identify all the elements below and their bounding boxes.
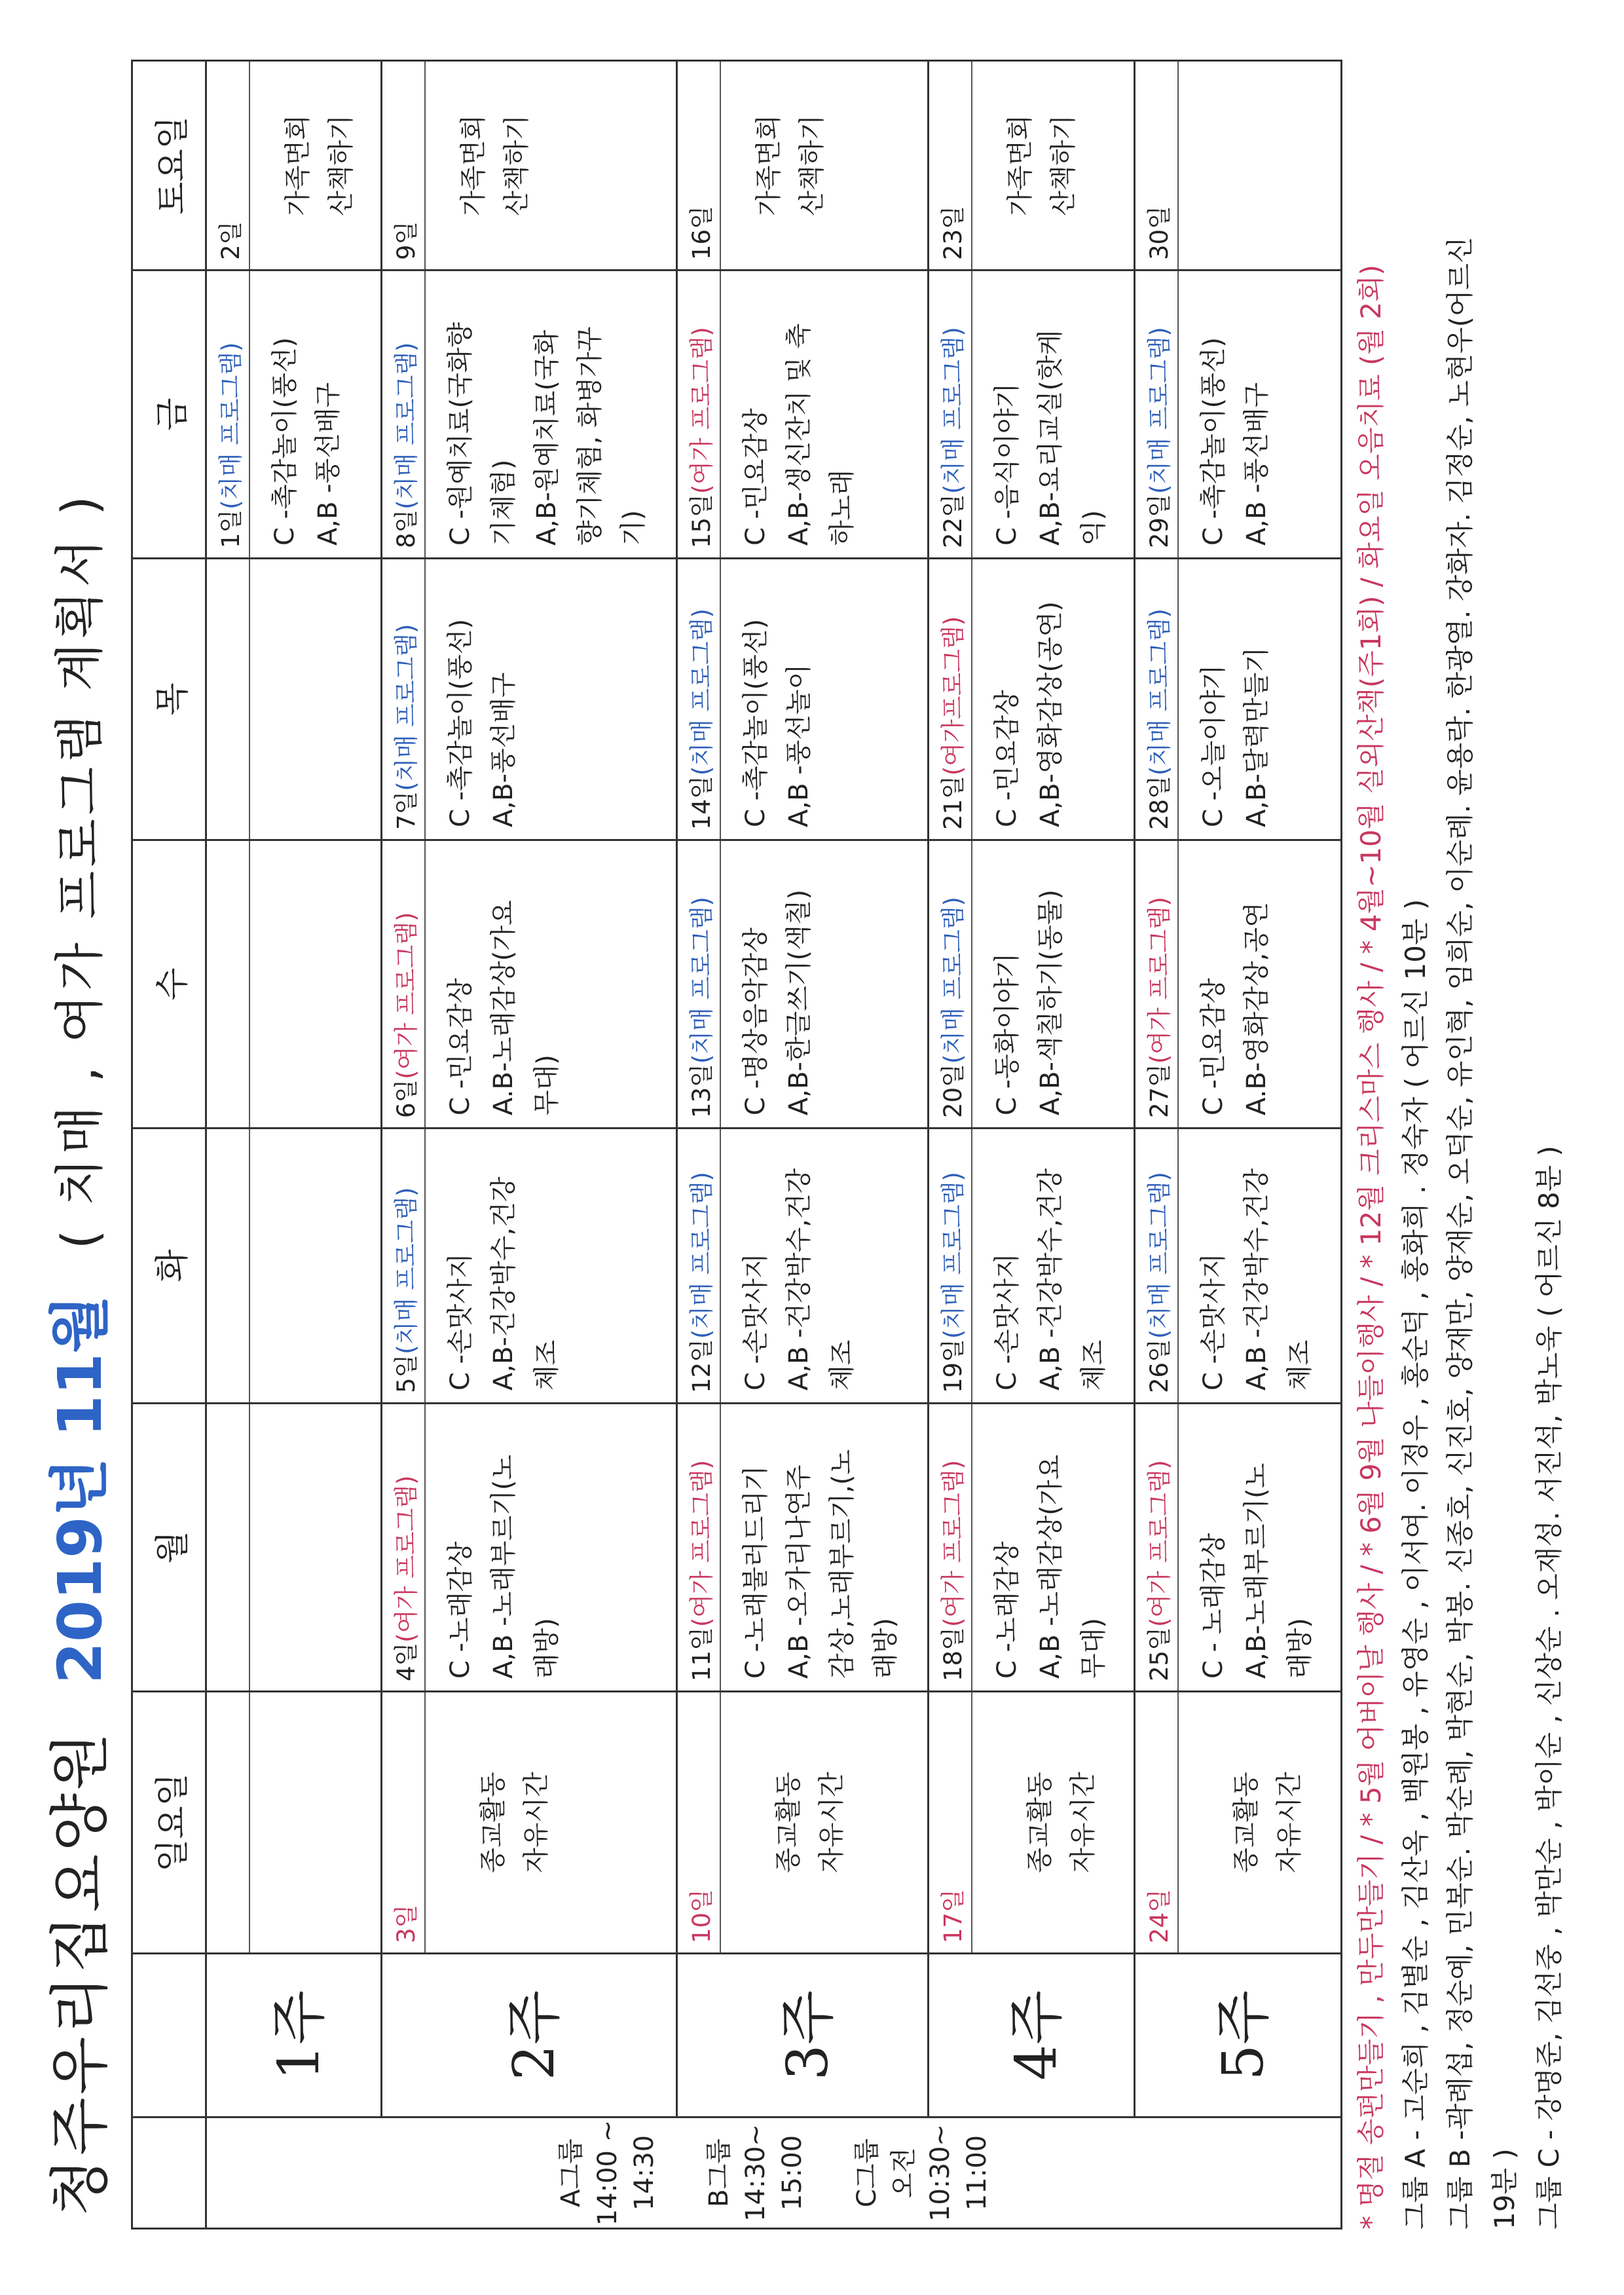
day-cell-sunday — [206, 1692, 382, 1954]
activity-line: 기) — [618, 510, 649, 546]
activity-line: 감상,노래부르기,(노 — [827, 1449, 858, 1679]
day-activities — [426, 1404, 581, 1690]
activity-line: 익) — [1078, 510, 1109, 546]
day-date: 3일 — [392, 1904, 421, 1943]
activity-line: 래방) — [870, 1618, 901, 1679]
activity-line: A,B-달력만들기 — [1242, 646, 1272, 827]
day-header — [382, 841, 426, 1127]
day-cell-sunday — [1135, 1692, 1342, 1954]
day-cell-wednesday — [928, 840, 1135, 1129]
day-header — [382, 271, 426, 557]
day-date: 14일 — [688, 775, 716, 830]
day-header — [1135, 62, 1179, 269]
day-cell-monday — [206, 1404, 382, 1692]
day-activities — [426, 1129, 581, 1402]
program-type-tag: (여가 프로그램) — [1145, 897, 1174, 1064]
group-b-time-start: 14:30~ — [740, 2124, 771, 2222]
header-sunday: 일요일 — [132, 1692, 206, 1954]
day-cell-saturday — [382, 61, 677, 271]
day-date: 22일 — [938, 494, 967, 548]
group-c-name: C그룹 — [851, 2138, 882, 2208]
day-date: 28일 — [1145, 775, 1174, 830]
group-b-time-end: 15:00 — [777, 2135, 807, 2211]
day-date: 24일 — [1145, 1889, 1174, 1943]
day-date: 15일 — [688, 494, 716, 548]
day-header — [678, 1692, 721, 1952]
group-c-members: 그룹 C - 강명준, 김선중 , 박만순 , 박이순 , 신상순 . 오재성. 서진석, 박노욱 ( 어르신 8분 ) — [1533, 1146, 1566, 2230]
activity-line: 무대) — [532, 1054, 563, 1115]
header-monday: 월 — [132, 1404, 206, 1692]
day-date: 19일 — [938, 1339, 967, 1393]
day-header — [929, 271, 972, 557]
activity-line: 산책하기 — [797, 115, 828, 216]
activity-line: C -촉감놀이(풍선) — [445, 618, 476, 827]
schedule-table — [131, 62, 1342, 2230]
header-group-col — [132, 2118, 206, 2229]
day-cell-tuesday — [206, 1129, 382, 1404]
day-header — [929, 841, 972, 1127]
activity-line: C -손맛사지 — [991, 1253, 1022, 1390]
activity-line: A,B-생신잔치 및 축 — [784, 323, 815, 546]
day-header — [929, 1692, 972, 1952]
activity-line: 향기체험, 화병가꾸 — [575, 326, 606, 546]
activity-line: A,B-풍선배구 — [489, 672, 519, 827]
day-date: 18일 — [938, 1627, 967, 1681]
activity-line: C -동화이야기 — [991, 952, 1022, 1115]
activity-line: 종교활동 — [1231, 1772, 1262, 1873]
activity-line: C -손맛사지 — [1198, 1253, 1229, 1390]
day-header — [1135, 559, 1179, 839]
group-c-time-period: 오전 — [888, 2147, 919, 2199]
day-header — [382, 62, 426, 269]
activity-line: C -촉감놀이(풍선) — [1198, 337, 1229, 546]
day-activities — [721, 1129, 877, 1402]
day-date: 23일 — [938, 206, 967, 260]
activity-line: C -민요감상 — [445, 978, 476, 1115]
spacer — [811, 2118, 849, 2228]
day-header — [207, 1129, 250, 1402]
header-wednesday: 수 — [132, 840, 206, 1129]
day-header — [207, 559, 250, 839]
day-date: 20일 — [938, 1064, 967, 1118]
program-type-tag: (여가 프로그램) — [1145, 1460, 1174, 1628]
day-date: 10일 — [688, 1889, 716, 1943]
day-header — [929, 1129, 972, 1402]
week-label: 3주 — [677, 1954, 928, 2118]
day-activities — [972, 1404, 1128, 1690]
day-cell-friday — [1135, 271, 1342, 559]
day-header — [207, 841, 250, 1127]
day-date: 16일 — [688, 206, 716, 260]
activity-line: C -민요감상 — [1198, 978, 1229, 1115]
day-date: 2일 — [217, 221, 245, 260]
activity-line: A,B -풍선놀이 — [784, 663, 815, 827]
week-label: 4주 — [928, 1954, 1135, 2118]
day-cell-friday — [382, 271, 677, 559]
activity-line: C -손맛사지 — [741, 1253, 771, 1390]
day-activities — [250, 1404, 276, 1690]
day-activities — [721, 62, 847, 269]
spacer — [663, 2118, 701, 2228]
day-header — [382, 1692, 426, 1952]
activity-line: C -손맛사지 — [445, 1253, 476, 1390]
activity-line: A,B-요리교실(핫케 — [1035, 329, 1065, 546]
day-cell-thursday — [677, 559, 928, 840]
week-row — [382, 61, 677, 2229]
day-cell-saturday — [928, 61, 1135, 271]
program-type-tag: (치매 프로그램) — [688, 897, 716, 1064]
day-header — [1135, 1404, 1179, 1690]
week-row — [1135, 61, 1342, 2229]
day-cell-thursday — [206, 559, 382, 840]
day-activities — [972, 841, 1085, 1127]
day-cell-tuesday — [382, 1129, 677, 1404]
day-cell-tuesday — [1135, 1129, 1342, 1404]
group-c-time-end: 11:00 — [961, 2135, 992, 2211]
group-b-members: 그룹 B -곽례섭, 정순예, 민복순. 박순례, 박현순, 박봉. 신종호, 신진호, 양재만, 양재순, 오덕순, 유인혁, 임희순, 이순례. 윤용락. 한광열. 강화자. 김정순, 노현우(어르신 — [1444, 236, 1477, 2230]
activity-line: A,B -노래감상(가요 — [1035, 1454, 1065, 1679]
day-cell-saturday — [677, 61, 928, 271]
activity-line: A,B -풍선배구 — [313, 382, 343, 546]
activity-line: 체조 — [1078, 1339, 1109, 1390]
week-label: 5주 — [1135, 1954, 1342, 2118]
plan-subtitle: ( 치매 , 여가 프로그램 계획서 ) — [50, 492, 109, 1250]
day-header — [678, 841, 721, 1127]
group-a-name: A그룹 — [555, 2138, 586, 2207]
activity-line: A,B-노래부르기(노 — [1242, 1463, 1272, 1679]
program-type-tag: (치매 프로그램) — [938, 897, 967, 1064]
day-date: 30일 — [1145, 206, 1174, 260]
program-type-tag: (치매 프로그램) — [938, 1172, 967, 1339]
day-date: 4일 — [392, 1642, 421, 1681]
day-cell-monday — [382, 1404, 677, 1692]
activity-line: 기체험) — [489, 459, 519, 546]
day-header — [207, 1404, 250, 1690]
program-type-tag: (치매 프로그램) — [688, 608, 716, 776]
header-week-col — [132, 1954, 206, 2118]
day-activities — [426, 62, 551, 269]
day-date: 7일 — [392, 791, 421, 830]
day-activities — [1179, 1404, 1335, 1690]
activity-line: 자유시간 — [521, 1772, 552, 1873]
day-header — [207, 62, 250, 269]
program-type-tag: (치매 프로그램) — [938, 327, 967, 494]
activity-line: A,B -건강박수,건강 — [1035, 1168, 1065, 1390]
day-header — [1135, 1129, 1179, 1402]
program-type-tag: (치매 프로그램) — [392, 1187, 421, 1354]
activity-line: C -민요감상 — [741, 408, 771, 546]
program-type-tag: (치매 프로그램) — [688, 1172, 716, 1339]
activity-line: C -원예치료(국화향 — [445, 322, 476, 546]
activity-line: A,B -풍선배구 — [1242, 382, 1272, 546]
day-header — [929, 1404, 972, 1690]
activity-line: A,B-영화감상(공연) — [1035, 601, 1065, 827]
header-thursday: 목 — [132, 559, 206, 840]
day-activities — [972, 271, 1128, 557]
day-activities — [972, 559, 1085, 839]
day-cell-saturday — [206, 61, 382, 271]
day-date: 29일 — [1145, 494, 1174, 548]
day-activities — [721, 1692, 866, 1952]
activity-line: C -명상음악감상 — [741, 927, 771, 1115]
day-cell-tuesday — [677, 1129, 928, 1404]
day-activities — [972, 1129, 1128, 1402]
day-activities — [250, 1129, 276, 1402]
day-activities — [721, 271, 877, 557]
day-cell-friday — [677, 271, 928, 559]
program-type-tag: (여가 프로그램) — [392, 1475, 421, 1643]
day-activities — [250, 841, 276, 1127]
activity-line: A,B -오카리나연주 — [784, 1465, 815, 1679]
activity-line: C -노래불러드리기 — [741, 1465, 771, 1679]
header-saturday: 토요일 — [132, 61, 206, 271]
day-activities — [250, 559, 276, 839]
day-activities — [426, 559, 538, 839]
activity-line: 가족면회 — [754, 115, 784, 216]
day-date: 11일 — [688, 1627, 716, 1681]
program-type-tag: (여가 프로그램) — [392, 912, 421, 1079]
day-header — [678, 559, 721, 839]
day-activities — [250, 271, 363, 557]
day-header — [929, 559, 972, 839]
program-type-tag: (여가 프로그램) — [938, 1460, 967, 1628]
group-b-name: B그룹 — [703, 2138, 734, 2207]
activity-line: A,B-색칠하기(동물) — [1035, 889, 1065, 1115]
activity-line: C -오늘이야기 — [1198, 664, 1229, 827]
program-type-tag: (치매 프로그램) — [392, 624, 421, 791]
program-type-tag: (치매 프로그램) — [1145, 1172, 1174, 1339]
activity-line: A,B-건강박수,건강 — [489, 1176, 519, 1390]
activity-line: 래방) — [1285, 1618, 1316, 1679]
activity-line: A,B-한글쓰기(색칠) — [784, 889, 815, 1115]
day-header — [678, 62, 721, 269]
day-date: 8일 — [392, 509, 421, 548]
day-activities — [1179, 559, 1291, 839]
facility-name: 청주우리집요양원 — [45, 1730, 115, 2216]
week-label: 1주 — [206, 1954, 382, 2118]
activity-line: 체조 — [532, 1339, 563, 1390]
activity-line: 자유시간 — [1274, 1772, 1305, 1873]
activity-line: 종교활동 — [773, 1772, 804, 1873]
day-header — [1135, 271, 1179, 557]
day-header — [207, 1692, 250, 1952]
activity-line: 산책하기 — [326, 115, 356, 216]
day-header — [678, 271, 721, 557]
program-type-tag: (치매 프로그램) — [392, 342, 421, 510]
day-activities — [426, 841, 581, 1127]
day-header — [207, 271, 250, 557]
activity-line: A,B -노래부르기(노 — [489, 1454, 519, 1679]
day-cell-sunday — [677, 1692, 928, 1954]
activity-line: A,B -건강박수,건강 — [784, 1168, 815, 1390]
day-activities — [972, 62, 1098, 269]
activity-line: 가족면회 — [1005, 115, 1035, 216]
group-c-time-start: 10:30~ — [925, 2124, 955, 2222]
activity-line: A,B -건강박수,건강 — [1242, 1168, 1272, 1390]
day-cell-monday — [677, 1404, 928, 1692]
day-date: 1일 — [217, 509, 245, 548]
activity-line: C -노래감상 — [445, 1541, 476, 1679]
group-a-members: 그룹 A - 고순희 , 김별순 , 김산옥 , 백원봉 , 유영순 , 이서여. 이정우 , 홍순덕 , 홍화희 . 정숙자 ( 어르신 10분 ) — [1399, 899, 1432, 2230]
day-activities — [250, 62, 376, 269]
day-date: 13일 — [688, 1064, 716, 1118]
day-header — [382, 559, 426, 839]
day-activities — [721, 559, 834, 839]
activity-line: C -민요감상 — [991, 690, 1022, 827]
day-date: 21일 — [938, 775, 967, 830]
activity-line: 체조 — [827, 1339, 858, 1390]
activity-line: C -촉감놀이(풍선) — [270, 337, 300, 546]
day-header — [678, 1129, 721, 1402]
program-type-tag: (치매 프로그램) — [1145, 608, 1174, 776]
program-type-tag: (여가프로그램) — [938, 616, 967, 776]
day-cell-friday — [206, 271, 382, 559]
program-type-tag: (여가 프로그램) — [688, 1460, 716, 1628]
activity-line: A.B-영화감상,공연 — [1242, 902, 1272, 1115]
header-row — [132, 61, 206, 2229]
day-cell-thursday — [382, 559, 677, 840]
activity-line: 체조 — [1285, 1339, 1316, 1390]
plan-month: 2019년 11월 — [45, 1295, 115, 1685]
activity-line: 가족면회 — [458, 115, 489, 216]
day-date: 27일 — [1145, 1064, 1174, 1118]
day-date: 25일 — [1145, 1627, 1174, 1681]
week-label: 2주 — [382, 1954, 677, 2118]
day-activities — [1179, 1692, 1324, 1952]
day-date: 9일 — [392, 221, 421, 260]
day-cell-sunday — [382, 1692, 677, 1954]
day-activities — [250, 1692, 309, 1952]
activity-line: C - 노래감상 — [1198, 1533, 1229, 1679]
group-a-time-start: 14:00 ~ — [592, 2119, 623, 2226]
group-times-column — [206, 2118, 1342, 2229]
activity-line: C -노래감상 — [991, 1541, 1022, 1679]
day-date: 26일 — [1145, 1339, 1174, 1393]
day-cell-thursday — [928, 559, 1135, 840]
activity-line: 종교활동 — [1024, 1772, 1055, 1873]
activity-line: 자유시간 — [1067, 1772, 1098, 1873]
activity-line: A,B-원예치료(국화 — [532, 329, 563, 546]
day-activities — [1179, 1129, 1335, 1402]
day-date: 12일 — [688, 1339, 716, 1393]
day-cell-sunday — [928, 1692, 1135, 1954]
day-cell-friday — [928, 271, 1135, 559]
program-type-tag: (치매 프로그램) — [217, 342, 245, 510]
day-header — [382, 1404, 426, 1690]
header-friday: 금 — [132, 271, 206, 559]
day-cell-monday — [928, 1404, 1135, 1692]
activity-line: 하노래 — [827, 470, 858, 546]
day-date: 5일 — [392, 1354, 421, 1393]
day-header — [1135, 1692, 1179, 1952]
day-activities — [1179, 271, 1291, 557]
day-header — [929, 62, 972, 269]
week-row — [928, 61, 1135, 2229]
day-cell-wednesday — [382, 840, 677, 1129]
activity-line: 래방) — [532, 1618, 563, 1679]
activity-line: 산책하기 — [502, 115, 532, 216]
day-cell-wednesday — [677, 840, 928, 1129]
day-header — [678, 1404, 721, 1690]
activity-line: 산책하기 — [1048, 115, 1079, 216]
day-date: 17일 — [938, 1889, 967, 1943]
day-header — [1135, 841, 1179, 1127]
day-cell-tuesday — [928, 1129, 1135, 1404]
activity-line: 무대) — [1078, 1618, 1109, 1679]
activity-line: C -음식이야기 — [991, 382, 1022, 546]
day-cell-saturday — [1135, 61, 1342, 271]
week-row — [206, 61, 382, 2229]
program-type-tag: (치매 프로그램) — [1145, 327, 1174, 494]
program-type-tag: (여가 프로그램) — [688, 327, 716, 494]
day-cell-monday — [1135, 1404, 1342, 1692]
day-date: 6일 — [392, 1079, 421, 1118]
day-activities — [972, 1692, 1118, 1952]
day-activities — [721, 1404, 920, 1690]
activity-line: 자유시간 — [817, 1772, 847, 1873]
day-cell-wednesday — [1135, 840, 1342, 1129]
day-activities — [721, 841, 834, 1127]
header-tuesday: 화 — [132, 1129, 206, 1404]
notes-section — [1349, 55, 1572, 2230]
page-title — [26, 121, 124, 2216]
activity-line: 종교활동 — [478, 1772, 509, 1873]
activity-line: 가족면회 — [283, 115, 313, 216]
day-cell-wednesday — [206, 840, 382, 1129]
day-activities — [1179, 62, 1218, 269]
week-row — [677, 61, 928, 2229]
day-activities — [1179, 841, 1291, 1127]
activity-line: A.B-노래감상(가요 — [489, 900, 519, 1115]
day-cell-thursday — [1135, 559, 1342, 840]
day-activities — [426, 1692, 571, 1952]
activity-line: C -촉감놀이(풍선) — [741, 618, 771, 827]
group-b-members-cont: 19분 ) — [1488, 2148, 1521, 2230]
day-activities — [426, 271, 668, 557]
day-header — [382, 1129, 426, 1402]
group-a-time-end: 14:30 — [629, 2135, 659, 2211]
annual-events-note: * 명절 송편만들기 , 만두만들기 / * 5월 어버이날 행사 / * 6월 9월 나들이행사 / * 12월 크리스마스 행사 / * 4월~10월 실외산책(주1회) / 화요일 오음치료 (월 2회) — [1355, 264, 1387, 2230]
